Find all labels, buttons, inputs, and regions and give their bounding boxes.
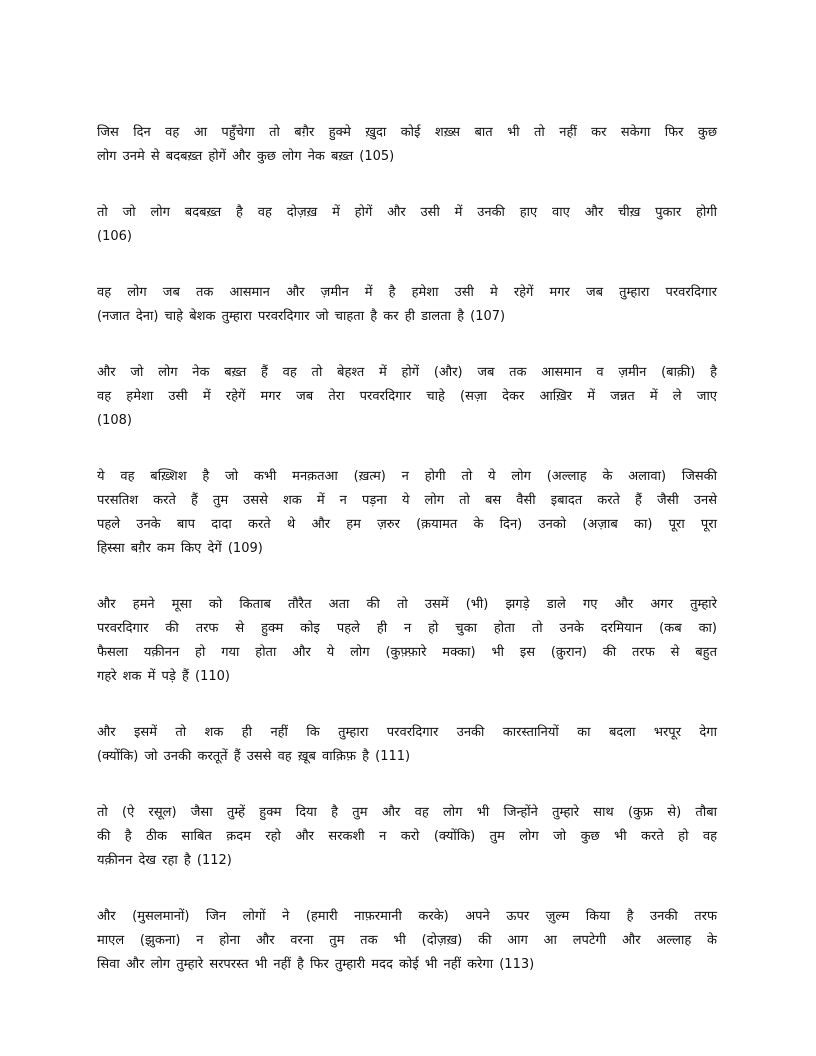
verse-line: की है ठीक साबित क़दम रहो और सरकशी न करो (क्योंकि) तुम लोग जो कुछ भी करते हो वह bbox=[97, 829, 717, 844]
verse-113 bbox=[97, 905, 717, 977]
verse-line: यक़ीनन देख रहा है (112) bbox=[97, 853, 232, 868]
verse-line: तो जो लोग बदबख़्त है वह दोज़ख़ में होगें और उसी में उनकी हाए वाए और चीख़ पुकार होगी bbox=[97, 205, 717, 220]
verse-107 bbox=[97, 281, 717, 329]
verse-line: जिस दिन वह आ पहुँचेगा तो बग़ैर हुक्मे ख़ुदा कोई शख़्स बात भी तो नहीं कर सकेगा फिर कुछ bbox=[97, 125, 717, 140]
verse-line: (नजात देना) चाहे बेशक तुम्हारा परवरदिगार जो चाहता है कर ही डालता है (107) bbox=[97, 309, 506, 324]
verse-line: वह लोग जब तक आसमान और ज़मीन में है हमेशा उसी मे रहेगें मगर जब तुम्हारा परवरदिगार bbox=[97, 285, 717, 300]
verse-108 bbox=[97, 361, 717, 433]
verse-109 bbox=[97, 465, 717, 561]
verse-line: (106) bbox=[97, 229, 132, 244]
verse-line: माएल (झुकना) न होना और वरना तुम तक भी (दोज़ख़) की आग आ लपटेगी और अल्लाह के bbox=[97, 933, 717, 948]
verse-line: पहले उनके बाप दादा करते थे और हम ज़रुर (क़यामत के दिन) उनको (अज़ाब का) पूरा पूरा bbox=[97, 517, 717, 532]
verse-line: वह हमेशा उसी में रहेगें मगर जब तेरा परवरदिगार चाहे (सज़ा देकर आख़िर में जन्नत में ले जाए bbox=[97, 389, 717, 404]
verse-line: फैसला यक़ीनन हो गया होता और ये लोग (कुफ़्फ़ारे मक्का) भी इस (क़ुरान) की तरफ से बहुत bbox=[97, 645, 717, 660]
verse-110 bbox=[97, 593, 717, 689]
verse-112 bbox=[97, 801, 717, 873]
verse-line: और इसमें तो शक ही नहीं कि तुम्हारा परवरदिगार उनकी कारस्तानियों का बदला भरपूर देगा bbox=[97, 725, 717, 740]
verse-line: और हमने मूसा को किताब तौरैत अता की तो उसमें (भी) झगड़े डाले गए और अगर तुम्हारे bbox=[97, 597, 717, 612]
verse-line: और जो लोग नेक बख़्त हैं वह तो बेहश्त में होगें (और) जब तक आसमान व ज़मीन (बाक़ी) है bbox=[97, 365, 717, 380]
verse-line: लोग उनमे से बदबख़्त होगें और कुछ लोग नेक बख़्त (105) bbox=[97, 149, 395, 164]
verse-line: ये वह बख़्शिश है जो कभी मनक़तआ (ख़त्म) न होगी तो ये लोग (अल्लाह के अलावा) जिसकी bbox=[97, 469, 717, 484]
verse-line: (108) bbox=[97, 413, 132, 428]
verse-line: परसतिश करते हैं तुम उससे शक में न पड़ना ये लोग तो बस वैसी इबादत करते हैं जैसी उनसे bbox=[97, 493, 717, 508]
verse-line: और (मुसलमानों) जिन लोगों ने (हमारी नाफ़रमानी करके) अपने ऊपर ज़ुल्म किया है उनकी तरफ bbox=[97, 909, 717, 924]
verse-line: (क्योंकि) जो उनकी करतूतें हैं उससे वह ख़ूब वाक़िफ़ है (111) bbox=[97, 749, 411, 764]
verse-line: तो (ऐ रसूल) जैसा तुम्हें हुक्म दिया है तुम और वह लोग भी जिन्होंने तुम्हारे साथ (कुफ्र से) तौबा bbox=[97, 805, 717, 820]
verse-line: परवरदिगार की तरफ से हुक्म कोइ पहले ही न हो चुका होता तो उनके दरमियान (कब का) bbox=[97, 621, 717, 636]
verse-106 bbox=[97, 201, 717, 249]
verse-line: हिस्सा बग़ैर कम किए देगें (109) bbox=[97, 541, 263, 556]
verse-111 bbox=[97, 721, 717, 769]
document-body bbox=[97, 121, 717, 1009]
verse-line: सिवा और लोग तुम्हारे सरपरस्त भी नहीं है फिर तुम्हारी मदद कोई भी नहीं करेगा (113) bbox=[97, 957, 535, 972]
verse-line: गहरे शक में पड़े हैं (110) bbox=[97, 669, 230, 684]
verse-105 bbox=[97, 121, 717, 169]
